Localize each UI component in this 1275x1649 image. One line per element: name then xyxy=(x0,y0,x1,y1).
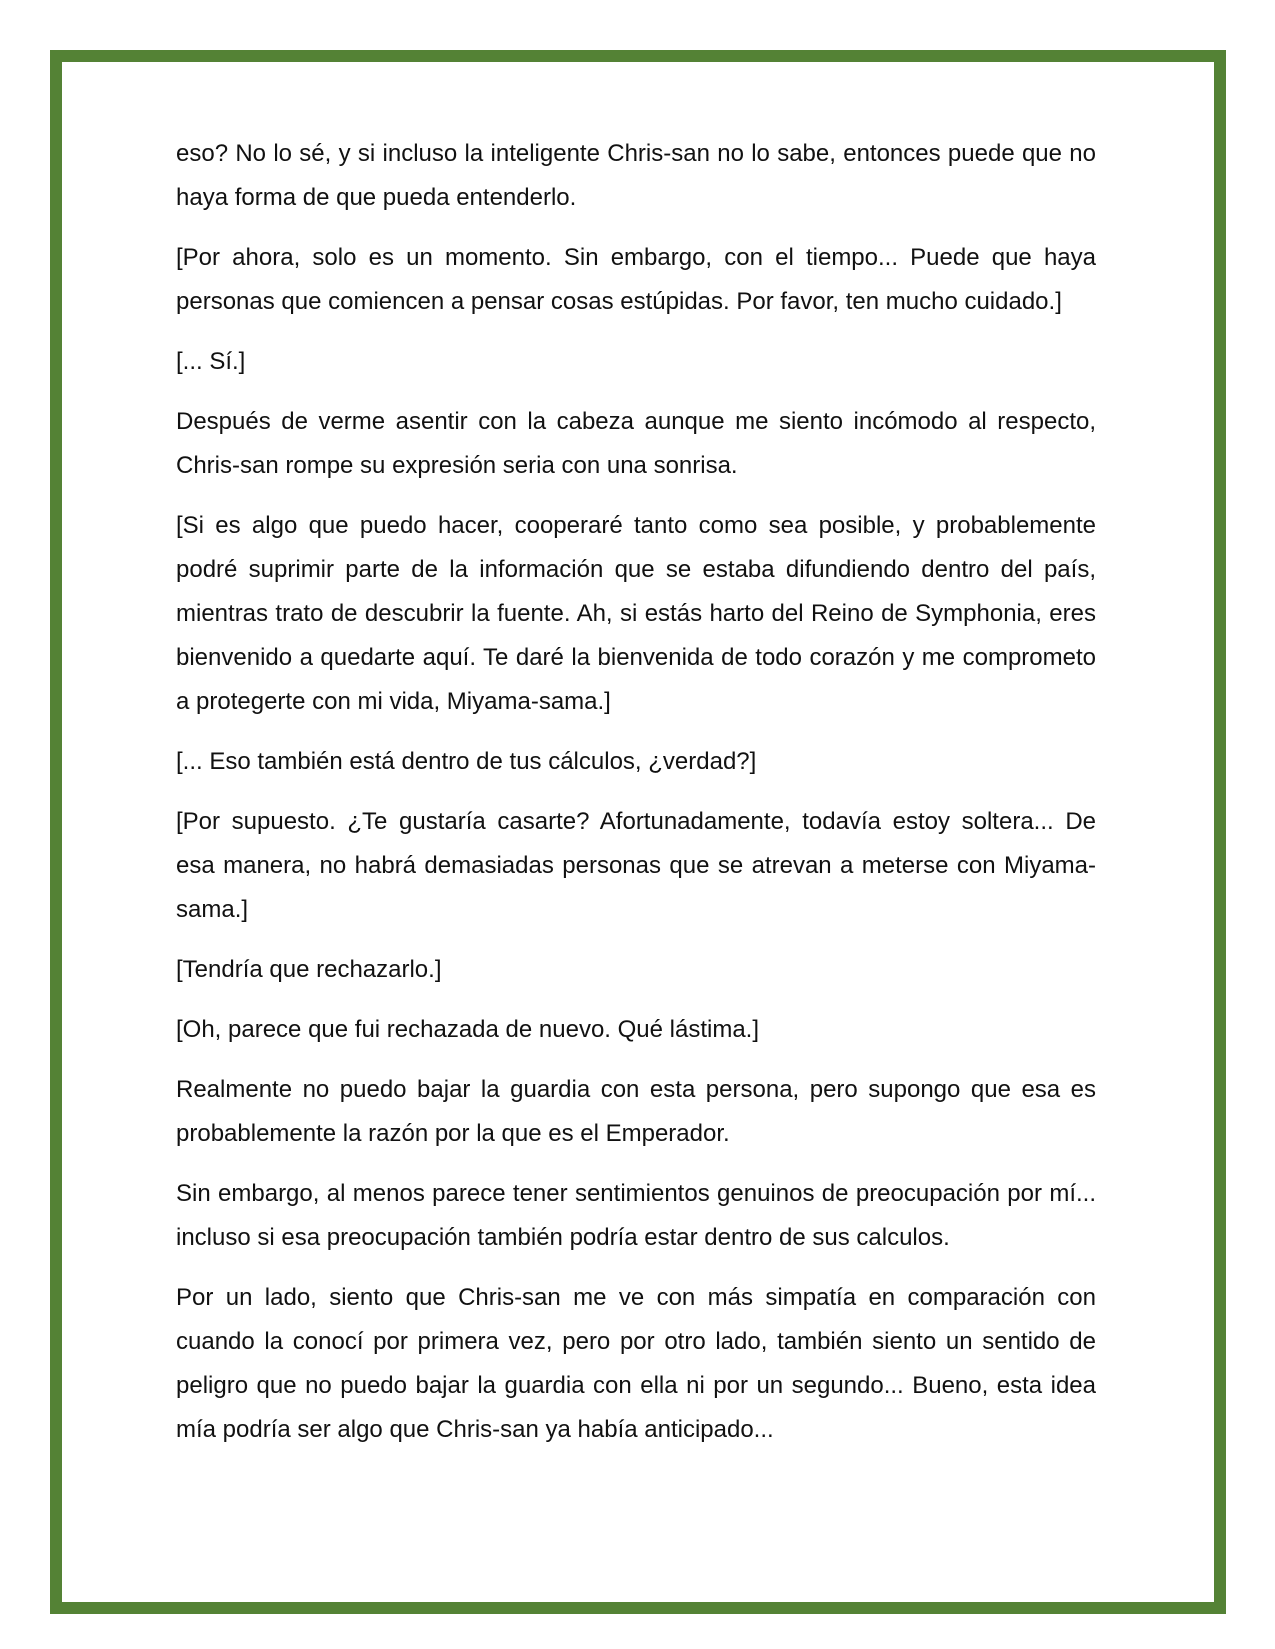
paragraph: Sin embargo, al menos parece tener sentimientos genuinos de preocupación por mí... incluso si esa preocupación también podría estar dentro de sus calculos. xyxy=(176,1180,1096,1251)
paragraph: Por un lado, siento que Chris-san me ve con más simpatía en comparación con cuando la conocí por primera vez, pero por otro lado, también siento un sentido de peligro que no puedo bajar la guardia con ella ni por un segundo... Bueno, esta idea mía podría ser algo que Chris-san ya había anticipado... xyxy=(176,1284,1096,1443)
document-body xyxy=(176,132,1096,1468)
paragraph: [Si es algo que puedo hacer, cooperaré tanto como sea posible, y probablemente podré suprimir parte de la información que se estaba difundiendo dentro del país, mientras trato de descubrir la fuente. Ah, si estás harto del Reino de Symphonia, eres bienvenido a quedarte aquí. Te daré la bienvenida de todo corazón y me comprometo a protegerte con mi vida, Miyama-sama.] xyxy=(176,512,1096,715)
paragraph: [Por ahora, solo es un momento. Sin embargo, con el tiempo... Puede que haya personas que comiencen a pensar cosas estúpidas. Por favor, ten mucho cuidado.] xyxy=(176,244,1096,315)
paragraph: Realmente no puedo bajar la guardia con esta persona, pero supongo que esa es probablemente la razón por la que es el Emperador. xyxy=(176,1076,1096,1147)
paragraph: eso? No lo sé, y si incluso la inteligente Chris-san no lo sabe, entonces puede que no haya forma de que pueda entenderlo. xyxy=(176,140,1096,211)
paragraph: [... Sí.] xyxy=(176,348,246,375)
paragraph: Después de verme asentir con la cabeza aunque me siento incómodo al respecto, Chris-san rompe su expresión seria con una sonrisa. xyxy=(176,408,1096,479)
page-border xyxy=(50,50,1226,1614)
paragraph: [Tendría que rechazarlo.] xyxy=(176,956,442,983)
paragraph: [Oh, parece que fui rechazada de nuevo. Qué lástima.] xyxy=(176,1016,760,1043)
paragraph: [Por supuesto. ¿Te gustaría casarte? Afortunadamente, todavía estoy soltera... De esa manera, no habrá demasiadas personas que se atrevan a meterse con Miyama-sama.] xyxy=(176,808,1096,923)
paragraph: [... Eso también está dentro de tus cálculos, ¿verdad?] xyxy=(176,748,757,775)
